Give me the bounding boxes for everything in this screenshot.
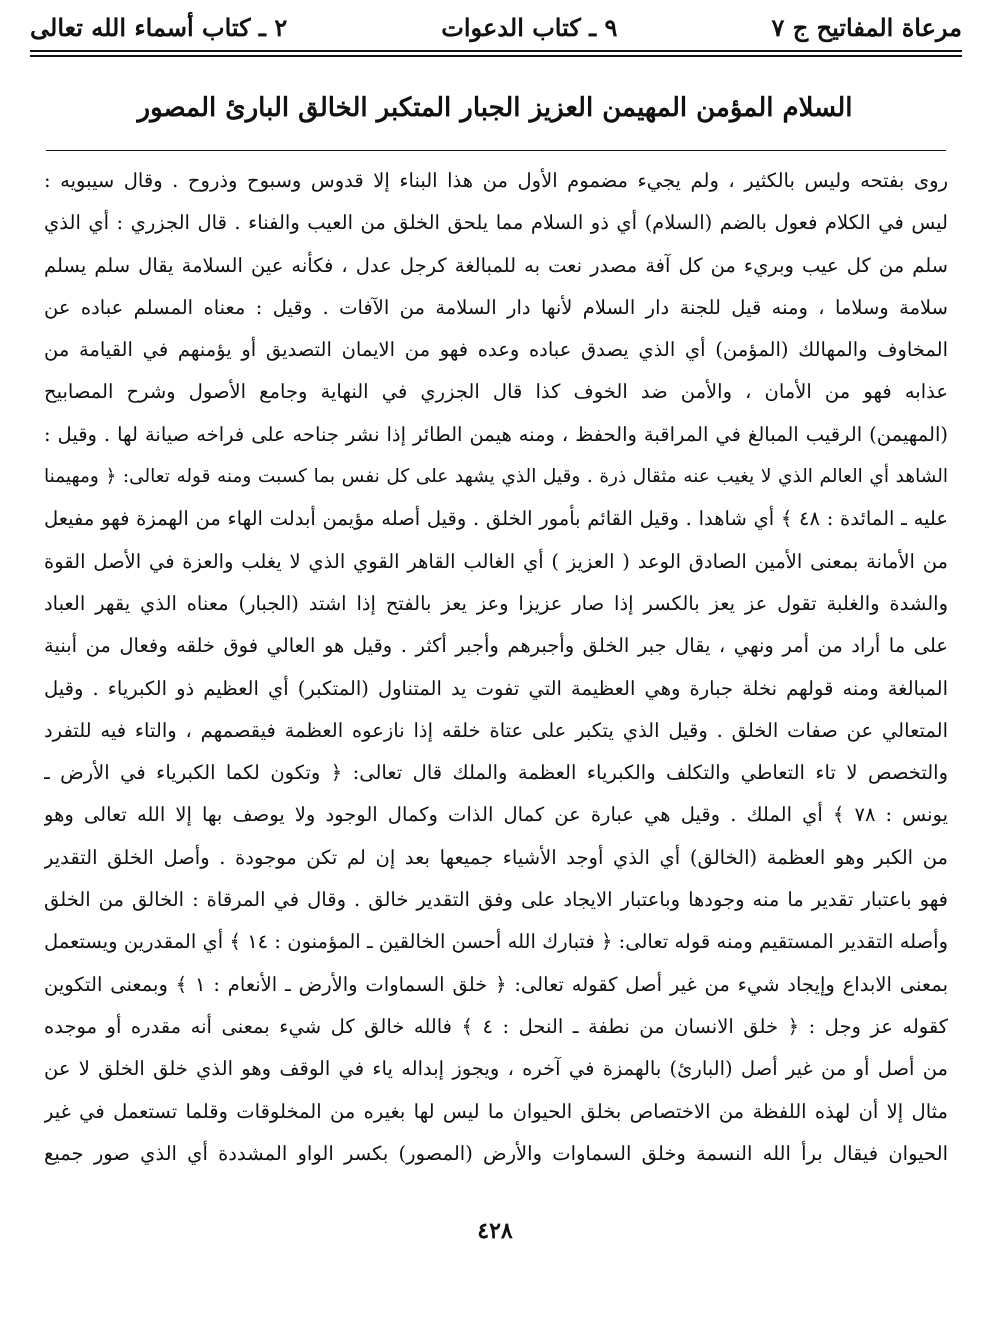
running-head-book: مرعاة المفاتيح ج ٧	[771, 12, 962, 42]
text-line: وأصله التقدير المستقيم ومنه قوله تعالى: ﴿ فتبارك الله أحسن الخالقين ـ المؤمنون : ١٤ ﴾ أي المقدرين ويستعمل	[44, 930, 948, 954]
text-line: الحيوان فيقال برأ الله النسمة وخلق السماوات والأرض (المصور) بكسر الواو المشددة أي الذي صور جميع	[44, 1141, 948, 1165]
section-heading: السلام المؤمن المهيمن العزيز الجبار المتكبر الخالق البارئ المصور	[137, 93, 853, 123]
running-head-chapter: ٩ ـ كتاب الدعوات	[441, 12, 618, 42]
text-line: الشاهد أي العالم الذي لا يغيب عنه مثقال ذرة . وقيل الذي يشهد على كل نفس بما كسبت ومنه قوله تعالى: ﴿ ومهيمنا	[44, 466, 948, 488]
text-line: والشدة والغلبة تقول عز يعز بالكسر إذا صار عزيزا وعز يعز بالفتح إذا اشتد (الجبار) معناه الذي يقهر العباد	[44, 591, 948, 615]
text-line: سلامة وسلاما ، ومنه قيل للجنة دار السلام لأنها دار السلامة من الآفات . وقيل : معناه المسلم عباده عن	[44, 295, 948, 319]
text-line: ليس في الكلام فعول بالضم (السلام) أي ذو السلام مما يلحق الخلق من العيب والفناء . قال الجزري : أي الذي	[44, 211, 948, 235]
text-line: من أصل أو من غير أصل (البارئ) بالهمزة في آخره ، ويجوز إبداله ياء في الوقف وهو الذي خلق الخلق لا عن	[44, 1057, 948, 1081]
body-text	[44, 160, 948, 1175]
text-line: والتخصص لا تاء التعاطي والتكلف والكبرياء العظمة والملك قال تعالى: ﴿ وتكون لكما الكبرياء في الأرض ـ	[44, 761, 948, 785]
text-line: من الأمانة بمعنى الأمين الصادق الوعد ( العزيز ) أي الغالب القاهر القوي الذي لا يغلب والعزة في الأصل القوة	[44, 549, 948, 573]
text-line: كقوله عز وجل : ﴿ خلق الانسان من نطفة ـ النحل : ٤ ﴾ فالله خالق كل شيء بمعنى أنه مقدره أو موجده	[44, 1014, 948, 1038]
text-line: المتعالي عن صفات الخلق . وقيل الذي يتكبر على عتاة خلقه إذا نازعوه العظمة فيقصمهم ، والتاء فيه للتفرد	[44, 718, 948, 742]
text-line: مثال إلا أن لهذه اللفظة من الاختصاص بخلق الحيوان ما ليس لها بغيره من المخلوقات وقلما تستعمل في غير	[44, 1099, 948, 1123]
text-line: روى بفتحه وليس بالكثير ، ولم يجيء مضموم الأول من هذا البناء إلا قدوس وسبوح وذروح . وقال سيبويه :	[44, 169, 948, 192]
text-line: فهو باعتبار تقدير ما منه وجودها وباعتبار الايجاد على وفق التقدير خالق . وقال في المرقاة : الخالق من الخلق	[44, 888, 948, 912]
text-line: بمعنى الابداع وإيجاد شيء من غير أصل كقوله تعالى: ﴿ خلق السماوات والأرض ـ الأنعام : ١ ﴾ وبمعنى التكوين	[44, 972, 948, 996]
text-line: عذابه فهو من الأمان ، والأمن ضد الخوف كذا قال الجزري في النهاية وجامع الأصول وشرح المصابيح	[44, 380, 948, 404]
heading-rule	[46, 150, 946, 151]
text-line: سلم من كل عيب وبريء من كل آفة مصدر نعت به للمبالغة كرجل عدل ، فكأنه عين السلامة يقال سلم يسلم	[44, 253, 948, 277]
text-line: من الكبر وهو العظمة (الخالق) أي الذي أوجد الأشياء جميعها بعد إن لم تكن موجودة . وأصل الخلق التقدير	[44, 845, 948, 869]
running-head	[30, 10, 962, 44]
running-head-section: ٢ ـ كتاب أسماء الله تعالى	[30, 12, 288, 42]
header-double-rule	[30, 50, 962, 57]
text-line: عليه ـ المائدة : ٤٨ ﴾ أي شاهدا . وقيل القائم بأمور الخلق . وقيل أصله مؤيمن أبدلت الهاء من الهمزة فهو مفيعل	[44, 507, 948, 531]
text-line: المخاوف والمهالك (المؤمن) أي الذي يصدق عباده وعده فهو من الايمان التصديق أو يؤمنهم في القيامة من	[44, 338, 948, 362]
text-line: (المهيمن) الرقيب المبالغ في المراقبة والحفظ ، ومنه هيمن الطائر إذا نشر جناحه على فراخه صيانة لها . وقيل :	[44, 422, 948, 446]
text-line: يونس : ٧٨ ﴾ أي الملك . وقيل هي عبارة عن كمال الذات وكمال الوجود ولا يوصف بها إلا الله تعالى وهو	[44, 803, 948, 827]
page-number: ٤٢٨	[477, 1218, 513, 1244]
text-line: المبالغة ومنه قولهم نخلة جبارة وهي العظيمة التي تفوت يد المتناول (المتكبر) أي العظيم ذو الكبرياء . وقيل	[44, 676, 948, 700]
text-line: على ما أراد من أمر ونهي ، يقال جبر الخلق وأجبرهم وأجبر أكثر . وقيل هو العالي فوق خلقه وفعال من أبنية	[44, 634, 948, 658]
